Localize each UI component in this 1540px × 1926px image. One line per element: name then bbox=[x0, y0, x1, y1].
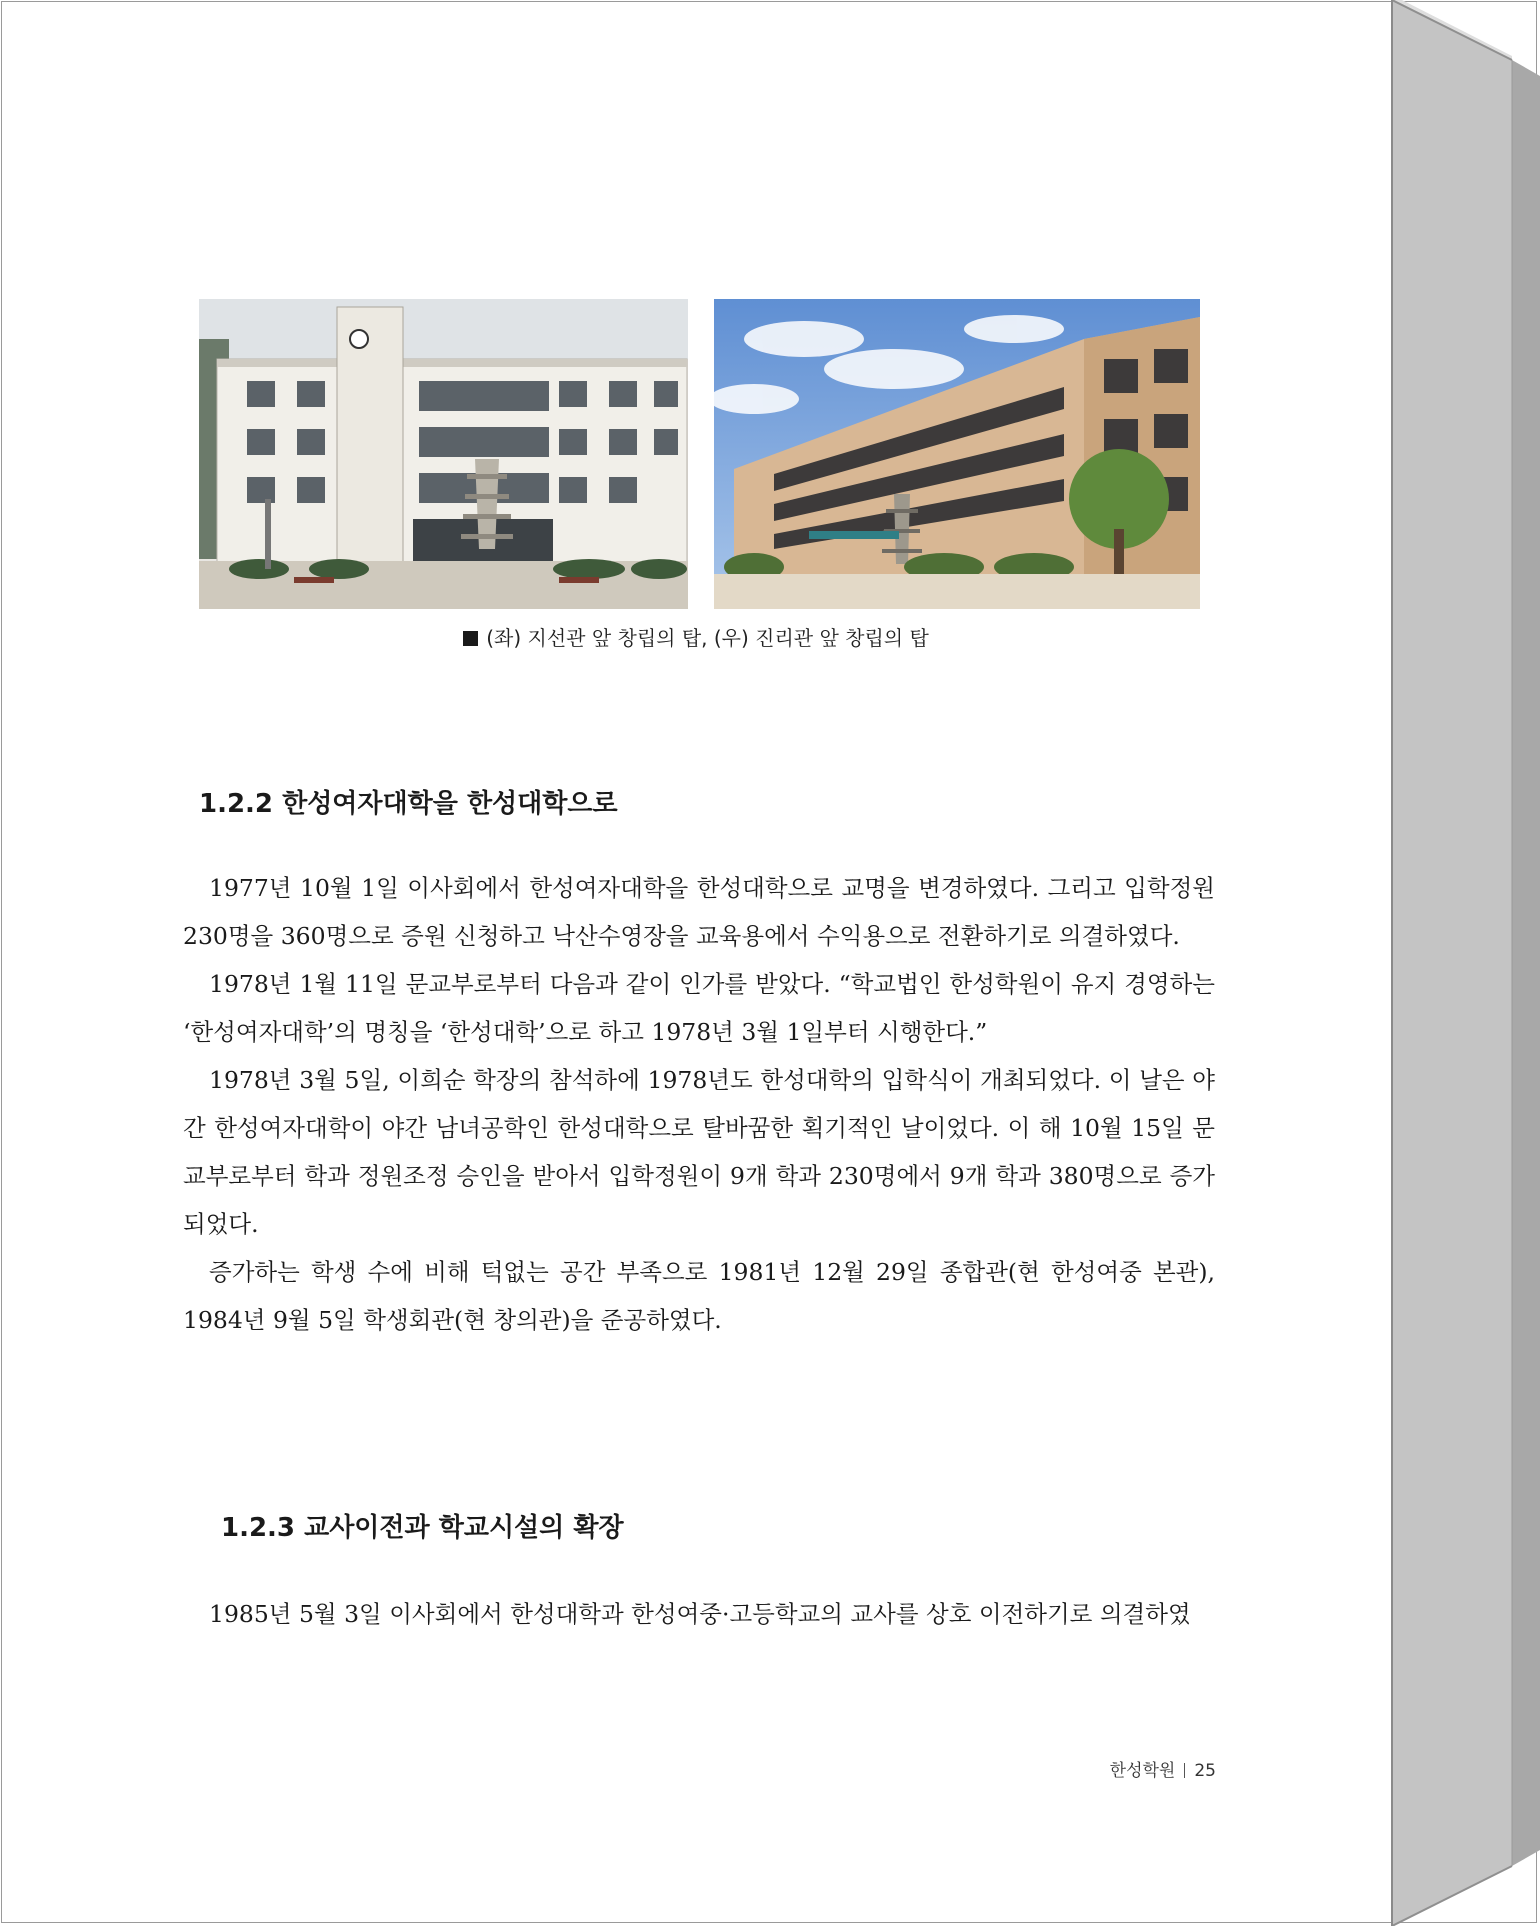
photo-jinrigwan bbox=[714, 299, 1200, 609]
paragraph: 1978년 3월 5일, 이희순 학장의 참석하에 1978년도 한성대학의 입학식이 개최되었다. 이 날은 야간 한성여자대학이 야간 남녀공학인 한성대학으로 탈바꿈한 획기적인 날이었다. 이 해 10월 15일 문교부로부터 학과 정원조정 승인을 받아서 입학정원이 9개 학과 230명에서 9개 학과 380명으로 증가되었다. bbox=[183, 1066, 1215, 1238]
page-footer bbox=[1110, 1756, 1216, 1781]
square-bullet-icon bbox=[463, 631, 478, 646]
section-1-2-3-body bbox=[187, 1590, 1217, 1638]
section-heading-1-2-3: 1.2.3 교사이전과 학교시설의 확장 bbox=[221, 1513, 624, 1543]
photo-caption bbox=[0, 622, 1392, 651]
page-number: 25 bbox=[1194, 1761, 1216, 1781]
section-heading-1-2-2: 1.2.2 한성여자대학을 한성대학으로 bbox=[199, 789, 618, 819]
photo-jiseongwan bbox=[199, 299, 688, 609]
paragraph: 1985년 5월 3일 이사회에서 한성대학과 한성여중·고등학교의 교사를 상호 이전하기로 의결하였 bbox=[209, 1600, 1191, 1628]
paragraph: 1978년 1월 11일 문교부로부터 다음과 같이 인가를 받았다. “학교법인 한성학원이 유지 경영하는 ‘한성여자대학’의 명칭을 ‘한성대학’으로 하고 1978년 3월 1일부터 시행한다.” bbox=[183, 970, 1215, 1046]
caption-text: (좌) 지선관 앞 창립의 탑, (우) 진리관 앞 창립의 탑 bbox=[486, 626, 929, 650]
footer-divider bbox=[1184, 1763, 1185, 1778]
paragraph: 1977년 10월 1일 이사회에서 한성여자대학을 한성대학으로 교명을 변경하였다. 그리고 입학정원 230명을 360명으로 증원 신청하고 낙산수영장을 교육용에서 수익용으로 전환하기로 의결하였다. bbox=[183, 874, 1215, 950]
book-title: 한성학원 bbox=[1109, 1761, 1176, 1781]
paragraph: 증가하는 학생 수에 비해 턱없는 공간 부족으로 1981년 12월 29일 종합관(현 한성여중 본관), 1984년 9월 5일 학생회관(현 창의관)을 준공하였다. bbox=[183, 1258, 1215, 1334]
book-edge-graphic bbox=[1388, 0, 1540, 1926]
section-1-2-2-body bbox=[183, 864, 1215, 1344]
